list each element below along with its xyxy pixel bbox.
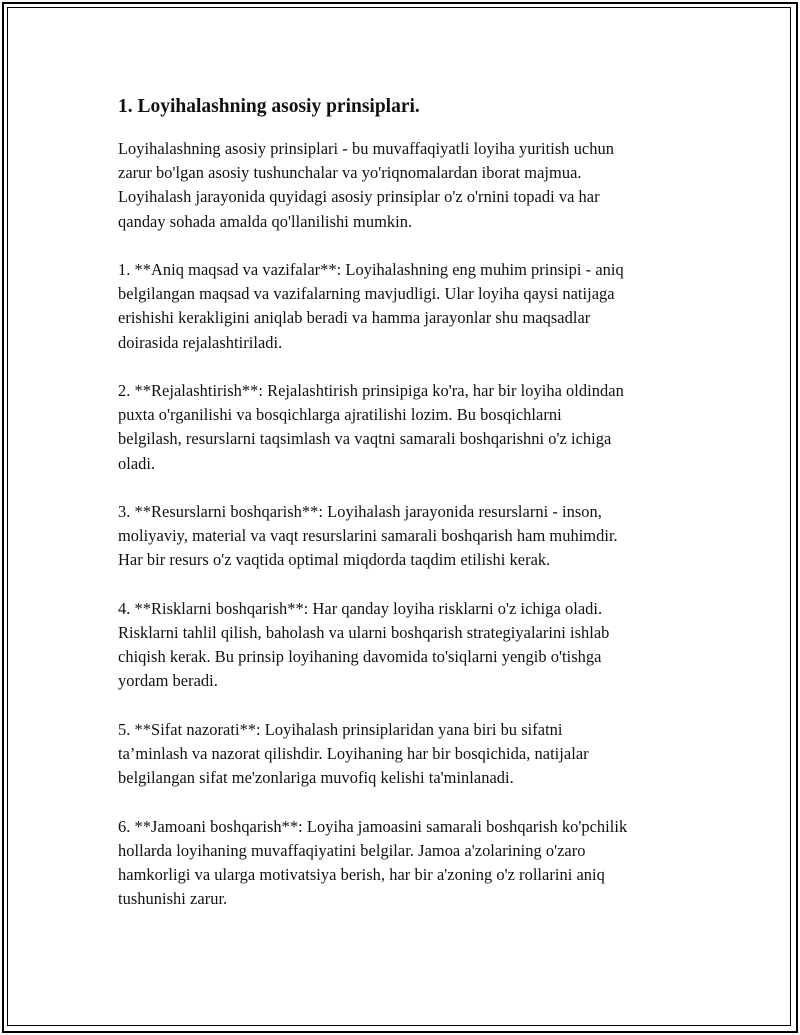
principle-3-paragraph	[118, 500, 698, 573]
paragraph-line: doirasida rejalashtiriladi.	[118, 332, 283, 352]
paragraph-line: oladi.	[118, 453, 156, 473]
paragraph-line: yordam beradi.	[118, 671, 218, 691]
paragraph-line: 6. **Jamoani boshqarish**: Loyiha jamoasini samarali boshqarish ko'pchilik	[118, 816, 628, 836]
paragraph-line: 2. **Rejalashtirish**: Rejalashtirish prinsipiga ko'ra, har bir loyiha oldindan	[118, 381, 624, 400]
paragraph-line: ta’minlash va nazorat qilishdir. Loyihaning har bir bosqichida, natijalar	[118, 744, 589, 763]
paragraph-line: zarur bo'lgan asosiy tushunchalar va yo'riqnomalardan iborat majmua.	[118, 163, 582, 183]
paragraph-line: qanday sohada amalda qo'llanilishi mumkin.	[118, 211, 413, 231]
paragraph-line: 4. **Risklarni boshqarish**: Har qanday loyiha risklarni o'z ichiga oladi.	[118, 598, 603, 618]
paragraph-line: erishishi kerakligini aniqlab beradi va hamma jarayonlar shu maqsadlar	[118, 308, 591, 328]
paragraph-line: tushunishi zarur.	[118, 889, 228, 909]
paragraph-line: Har bir resurs o'z vaqtida optimal miqdorda taqdim etilishi kerak.	[118, 550, 551, 570]
paragraph-line: hamkorligi va ularga motivatsiya berish, har bir a'zoning o'z rollarini aniq	[118, 865, 605, 884]
principle-5-paragraph	[118, 718, 698, 791]
paragraph-line: hollarda loyihaning muvaffaqiyatini belgilar. Jamoa a'zolarining o'zaro	[118, 840, 586, 860]
paragraph-line: Risklarni tahlil qilish, baholash va ularni boshqarish strategiyalarini ishlab	[118, 623, 610, 642]
paragraph-line: 1. **Aniq maqsad va vazifalar**: Loyihalashning eng muhim prinsipi - aniq	[118, 260, 624, 279]
paragraph-line: Loyihalashning asosiy prinsiplari - bu muvaffaqiyatli loyiha yuritish uchun	[118, 139, 614, 158]
paragraph-line: belgilangan maqsad va vazifalarning mavjudligi. Ular loyiha qaysi natijaga	[118, 284, 615, 304]
principle-4-paragraph	[118, 597, 698, 694]
principle-2-paragraph	[118, 379, 698, 476]
document-title: 1. Loyihalashning asosiy prinsiplari.	[118, 96, 420, 117]
intro-paragraph	[118, 137, 698, 234]
paragraph-line: moliyaviy, material va vaqt resurslarini samarali boshqarish ham muhimdir.	[118, 526, 618, 546]
principle-6-paragraph	[118, 815, 698, 912]
principle-1-paragraph	[118, 258, 698, 355]
paragraph-line: 3. **Resurslarni boshqarish**: Loyihalash jarayonida resurslarni - inson,	[118, 502, 602, 521]
paragraph-line: puxta o'rganilishi va bosqichlarga ajratilishi lozim. Bu bosqichlarni	[118, 405, 562, 425]
paragraph-line: chiqish kerak. Bu prinsip loyihaning davomida to'siqlarni yengib o'tishga	[118, 647, 602, 667]
paragraph-line: belgilash, resurslarni taqsimlash va vaqtni samarali boshqarishni o'z ichiga	[118, 429, 612, 449]
paragraph-line: 5. **Sifat nazorati**: Loyihalash prinsiplaridan yana biri bu sifatni	[118, 719, 563, 739]
paragraph-line: Loyihalash jarayonida quyidagi asosiy prinsiplar o'z o'rnini topadi va har	[118, 187, 600, 207]
document-body	[118, 94, 698, 936]
paragraph-line: belgilangan sifat me'zonlariga muvofiq kelishi ta'minlanadi.	[118, 768, 514, 788]
